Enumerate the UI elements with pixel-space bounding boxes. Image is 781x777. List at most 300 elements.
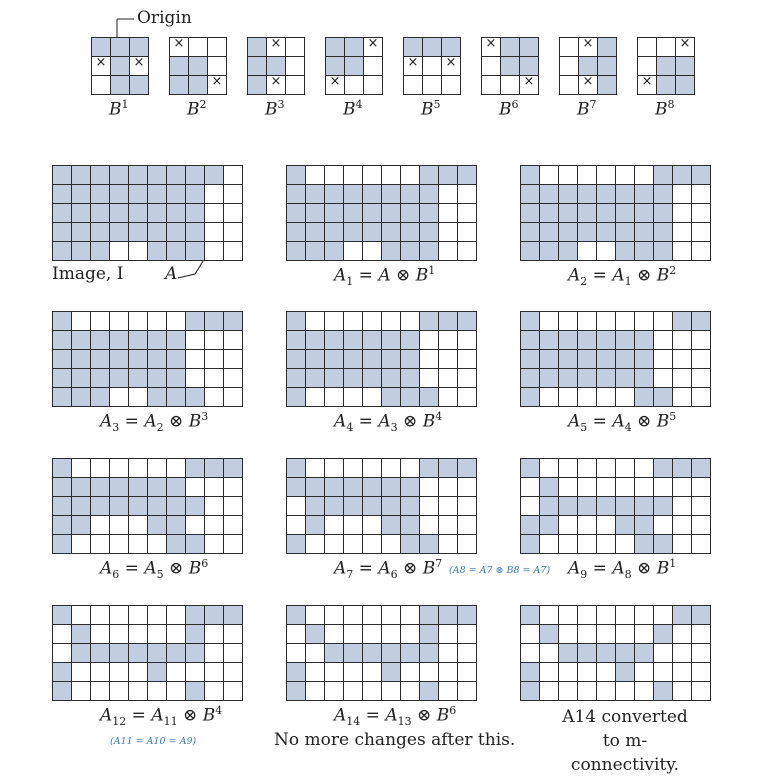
background-cell (71, 458, 91, 478)
background-cell (381, 165, 401, 185)
foreground-cell (128, 643, 148, 663)
foreground-cell (286, 662, 306, 682)
background-cell (672, 368, 692, 388)
foreground-cell (539, 624, 559, 644)
foreground-cell (128, 184, 148, 204)
foreground-cell (691, 458, 711, 478)
foreground-cell (634, 349, 654, 369)
foreground-cell (596, 203, 616, 223)
foreground-cell (343, 368, 363, 388)
panel-label-5: $A_4 = A_3$ ⊗ $B^4$ (334, 410, 443, 435)
background-cell (204, 515, 224, 535)
background-cell (634, 624, 654, 644)
background-cell (691, 496, 711, 516)
foreground-cell (577, 643, 597, 663)
foreground-cell (381, 222, 401, 242)
foreground-cell (71, 515, 91, 535)
background-cell (634, 477, 654, 497)
structuring-element-label-b2: $B^2$ (187, 98, 207, 120)
background-cell (305, 643, 325, 663)
foreground-cell (90, 330, 110, 350)
background-cell (691, 534, 711, 554)
background-cell (691, 184, 711, 204)
foreground-cell (419, 643, 439, 663)
foreground-cell (381, 662, 401, 682)
background-cell (672, 643, 692, 663)
foreground-cell (147, 643, 167, 663)
foreground-cell (400, 496, 420, 516)
foreground-cell (286, 605, 306, 625)
background-cell (691, 222, 711, 242)
background-cell (223, 387, 243, 407)
background-cell (558, 477, 578, 497)
foreground-cell (520, 458, 540, 478)
background-cell (672, 515, 692, 535)
foreground-cell (324, 496, 344, 516)
panel-label-6: $A_5 = A_4$ ⊗ $B^5$ (568, 410, 677, 435)
foreground-cell (305, 222, 325, 242)
foreground-cell (324, 203, 344, 223)
foreground-cell (438, 605, 458, 625)
background-cell (71, 662, 91, 682)
foreground-cell (305, 624, 325, 644)
foreground-cell (400, 515, 420, 535)
background-cell (672, 203, 692, 223)
foreground-cell (400, 330, 420, 350)
foreground-cell (204, 458, 224, 478)
foreground-cell (147, 662, 167, 682)
background-cell (615, 534, 635, 554)
background-cell (324, 165, 344, 185)
background-cell (204, 534, 224, 554)
background-cell (223, 662, 243, 682)
foreground-cell (615, 643, 635, 663)
background-cell (185, 477, 205, 497)
foreground-cell (577, 349, 597, 369)
background-cell (400, 624, 420, 644)
foreground-cell (90, 477, 110, 497)
foreground-cell (400, 222, 420, 242)
panel-label-7: $A_6 = A_5$ ⊗ $B^6$ (100, 557, 209, 582)
foreground-cell (71, 387, 91, 407)
foreground-cell (519, 37, 539, 57)
foreground-cell (419, 241, 439, 261)
foreground-cell (675, 75, 695, 95)
foreground-cell (520, 330, 540, 350)
background-cell (207, 37, 227, 57)
foreground-cell (653, 624, 673, 644)
background-cell (204, 477, 224, 497)
background-cell (615, 458, 635, 478)
foreground-cell (286, 203, 306, 223)
foreground-cell (400, 643, 420, 663)
background-cell (615, 311, 635, 331)
background-cell (285, 37, 305, 57)
foreground-cell (185, 222, 205, 242)
foreground-cell (344, 56, 364, 76)
foreground-cell (324, 330, 344, 350)
foreground-cell (675, 56, 695, 76)
foreground-cell (188, 75, 208, 95)
background-cell (305, 534, 325, 554)
background-cell (615, 477, 635, 497)
background-cell (615, 165, 635, 185)
background-cell (558, 662, 578, 682)
foreground-cell (128, 330, 148, 350)
background-cell (400, 662, 420, 682)
foreground-cell (128, 477, 148, 497)
foreground-cell (52, 165, 72, 185)
origin-label: Origin (137, 8, 192, 28)
foreground-cell (615, 184, 635, 204)
background-cell (577, 605, 597, 625)
background-cell (653, 643, 673, 663)
background-cell (559, 75, 579, 95)
background-cell (577, 165, 597, 185)
structuring-element-label-b4: $B^4$ (343, 98, 363, 120)
background-cell (457, 349, 477, 369)
foreground-cell (520, 349, 540, 369)
foreground-cell (166, 165, 186, 185)
structuring-element-label-b1: $B^1$ (109, 98, 129, 120)
background-cell (285, 75, 305, 95)
foreground-cell (305, 349, 325, 369)
background-cell (343, 387, 363, 407)
background-cell (362, 387, 382, 407)
foreground-cell (381, 496, 401, 516)
foreground-cell (128, 349, 148, 369)
foreground-cell (558, 241, 578, 261)
foreground-cell (615, 241, 635, 261)
background-cell (400, 458, 420, 478)
foreground-cell (691, 605, 711, 625)
background-cell (577, 534, 597, 554)
foreground-cell (305, 330, 325, 350)
foreground-cell (90, 203, 110, 223)
background-cell (223, 534, 243, 554)
foreground-cell (325, 37, 345, 57)
foreground-cell (520, 681, 540, 701)
background-cell (691, 368, 711, 388)
foreground-cell (653, 222, 673, 242)
foreground-cell (71, 165, 91, 185)
foreground-cell (362, 496, 382, 516)
background-cell (457, 643, 477, 663)
foreground-cell (577, 496, 597, 516)
foreground-cell (400, 368, 420, 388)
foreground-cell (438, 458, 458, 478)
background-cell (419, 477, 439, 497)
foreground-cell (672, 165, 692, 185)
background-cell (457, 624, 477, 644)
foreground-cell (653, 458, 673, 478)
background-cell (223, 515, 243, 535)
background-cell (381, 605, 401, 625)
background-cell (52, 643, 72, 663)
foreground-cell (166, 643, 186, 663)
background-cell (223, 222, 243, 242)
background-cell (596, 534, 616, 554)
foreground-cell (672, 605, 692, 625)
dont-care-cell (91, 56, 111, 76)
foreground-cell (343, 330, 363, 350)
background-cell (71, 534, 91, 554)
background-cell (637, 37, 657, 57)
background-cell (204, 496, 224, 516)
foreground-cell (441, 37, 461, 57)
background-cell (223, 349, 243, 369)
foreground-cell (128, 222, 148, 242)
background-cell (343, 662, 363, 682)
foreground-cell (185, 387, 205, 407)
foreground-cell (653, 496, 673, 516)
foreground-cell (362, 349, 382, 369)
foreground-cell (286, 222, 306, 242)
panel-label-9: $A_9 = A_8$ ⊗ $B^1$ (568, 557, 677, 582)
background-cell (558, 458, 578, 478)
foreground-cell (381, 203, 401, 223)
background-cell (71, 681, 91, 701)
background-cell (539, 165, 559, 185)
foreground-cell (520, 534, 540, 554)
panel-label-12: A14 converted to m-connectivity. (562, 707, 688, 775)
foreground-cell (539, 330, 559, 350)
foreground-cell (110, 37, 130, 57)
background-cell (363, 56, 383, 76)
background-cell (634, 662, 654, 682)
panel-label-1: Image, I (52, 264, 124, 284)
foreground-cell (419, 458, 439, 478)
foreground-cell (52, 496, 72, 516)
foreground-cell (343, 222, 363, 242)
foreground-cell (90, 496, 110, 516)
foreground-cell (634, 387, 654, 407)
foreground-cell (166, 241, 186, 261)
foreground-cell (419, 184, 439, 204)
foreground-cell (71, 496, 91, 516)
background-cell (90, 624, 110, 644)
background-cell (362, 624, 382, 644)
background-cell (343, 534, 363, 554)
background-cell (204, 368, 224, 388)
foreground-cell (129, 37, 149, 57)
foreground-cell (286, 458, 306, 478)
background-cell (204, 184, 224, 204)
background-cell (419, 330, 439, 350)
background-cell (90, 458, 110, 478)
foreground-cell (419, 624, 439, 644)
foreground-cell (166, 534, 186, 554)
background-cell (343, 605, 363, 625)
dont-care-cell (403, 56, 423, 76)
background-cell (109, 605, 129, 625)
foreground-cell (653, 241, 673, 261)
foreground-cell (185, 184, 205, 204)
foreground-cell (71, 368, 91, 388)
foreground-cell (520, 387, 540, 407)
background-cell (615, 605, 635, 625)
background-cell (381, 534, 401, 554)
background-cell (109, 458, 129, 478)
foreground-cell (324, 643, 344, 663)
background-cell (204, 681, 224, 701)
foreground-cell (185, 311, 205, 331)
background-cell (457, 515, 477, 535)
foreground-cell (324, 222, 344, 242)
background-cell (109, 534, 129, 554)
background-cell (71, 311, 91, 331)
foreground-cell (615, 662, 635, 682)
background-cell (615, 387, 635, 407)
foreground-cell (185, 241, 205, 261)
background-cell (691, 643, 711, 663)
background-cell (204, 349, 224, 369)
foreground-cell (109, 368, 129, 388)
foreground-cell (539, 368, 559, 388)
foreground-cell (597, 75, 617, 95)
foreground-cell (305, 241, 325, 261)
background-cell (147, 534, 167, 554)
panel-label-3: $A_2 = A_1$ ⊗ $B^2$ (568, 264, 677, 289)
background-cell (109, 241, 129, 261)
background-cell (438, 681, 458, 701)
foreground-cell (286, 477, 306, 497)
background-cell (286, 643, 306, 663)
background-cell (400, 165, 420, 185)
foreground-cell (596, 368, 616, 388)
foreground-cell (52, 458, 72, 478)
background-cell (324, 458, 344, 478)
foreground-cell (71, 203, 91, 223)
background-cell (438, 534, 458, 554)
foreground-cell (166, 330, 186, 350)
background-cell (286, 496, 306, 516)
foreground-cell (147, 222, 167, 242)
foreground-cell (381, 349, 401, 369)
background-cell (223, 681, 243, 701)
foreground-cell (500, 37, 520, 57)
background-cell (223, 496, 243, 516)
foreground-cell (52, 330, 72, 350)
foreground-cell (286, 534, 306, 554)
foreground-cell (400, 241, 420, 261)
dont-care-cell (441, 56, 461, 76)
background-cell (691, 241, 711, 261)
foreground-cell (558, 496, 578, 516)
background-cell (324, 624, 344, 644)
foreground-cell (539, 477, 559, 497)
background-cell (419, 515, 439, 535)
foreground-cell (147, 515, 167, 535)
foreground-cell (520, 184, 540, 204)
background-cell (653, 515, 673, 535)
foreground-cell (223, 605, 243, 625)
dont-care-cell (169, 37, 189, 57)
structuring-element-label-b5: $B^5$ (421, 98, 441, 120)
foreground-cell (343, 643, 363, 663)
foreground-cell (147, 241, 167, 261)
background-cell (147, 458, 167, 478)
background-cell (223, 643, 243, 663)
foreground-cell (324, 477, 344, 497)
foreground-cell (653, 534, 673, 554)
background-cell (305, 458, 325, 478)
panel-label-8: $A_7 = A_6$ ⊗ $B^7$ (334, 557, 443, 582)
background-cell (305, 311, 325, 331)
foreground-cell (185, 496, 205, 516)
background-cell (400, 681, 420, 701)
background-cell (558, 165, 578, 185)
dont-care-cell (481, 37, 501, 57)
dont-care-cell (363, 37, 383, 57)
foreground-cell (596, 496, 616, 516)
background-cell (223, 184, 243, 204)
background-cell (691, 203, 711, 223)
background-cell (419, 368, 439, 388)
foreground-cell (286, 165, 306, 185)
background-cell (223, 330, 243, 350)
foreground-cell (286, 330, 306, 350)
background-cell (634, 165, 654, 185)
foreground-cell (166, 477, 186, 497)
foreground-cell (400, 349, 420, 369)
foreground-cell (266, 56, 286, 76)
foreground-cell (520, 241, 540, 261)
background-cell (438, 477, 458, 497)
foreground-cell (223, 458, 243, 478)
foreground-cell (128, 496, 148, 516)
foreground-cell (577, 330, 597, 350)
background-cell (481, 56, 501, 76)
background-cell (596, 477, 616, 497)
foreground-cell (147, 387, 167, 407)
background-cell (653, 311, 673, 331)
background-cell (166, 681, 186, 701)
dont-care-cell (519, 75, 539, 95)
foreground-cell (147, 165, 167, 185)
foreground-cell (147, 477, 167, 497)
background-cell (539, 643, 559, 663)
background-cell (691, 681, 711, 701)
foreground-cell (577, 222, 597, 242)
foreground-cell (343, 477, 363, 497)
foreground-cell (324, 241, 344, 261)
background-cell (457, 368, 477, 388)
foreground-cell (109, 496, 129, 516)
foreground-cell (90, 349, 110, 369)
foreground-cell (185, 605, 205, 625)
foreground-cell (109, 184, 129, 204)
foreground-cell (166, 349, 186, 369)
background-cell (596, 662, 616, 682)
foreground-cell (305, 368, 325, 388)
background-cell (91, 75, 111, 95)
foreground-cell (286, 681, 306, 701)
background-cell (362, 165, 382, 185)
panel-label-11: $A_{14} = A_{13}$ ⊗ $B^6$ (334, 704, 457, 729)
foreground-cell (615, 222, 635, 242)
foreground-cell (419, 534, 439, 554)
background-cell (223, 624, 243, 644)
foreground-cell (615, 203, 635, 223)
foreground-cell (578, 56, 598, 76)
background-cell (558, 515, 578, 535)
foreground-cell (109, 349, 129, 369)
background-cell (324, 387, 344, 407)
foreground-cell (457, 311, 477, 331)
background-cell (457, 496, 477, 516)
background-cell (672, 349, 692, 369)
